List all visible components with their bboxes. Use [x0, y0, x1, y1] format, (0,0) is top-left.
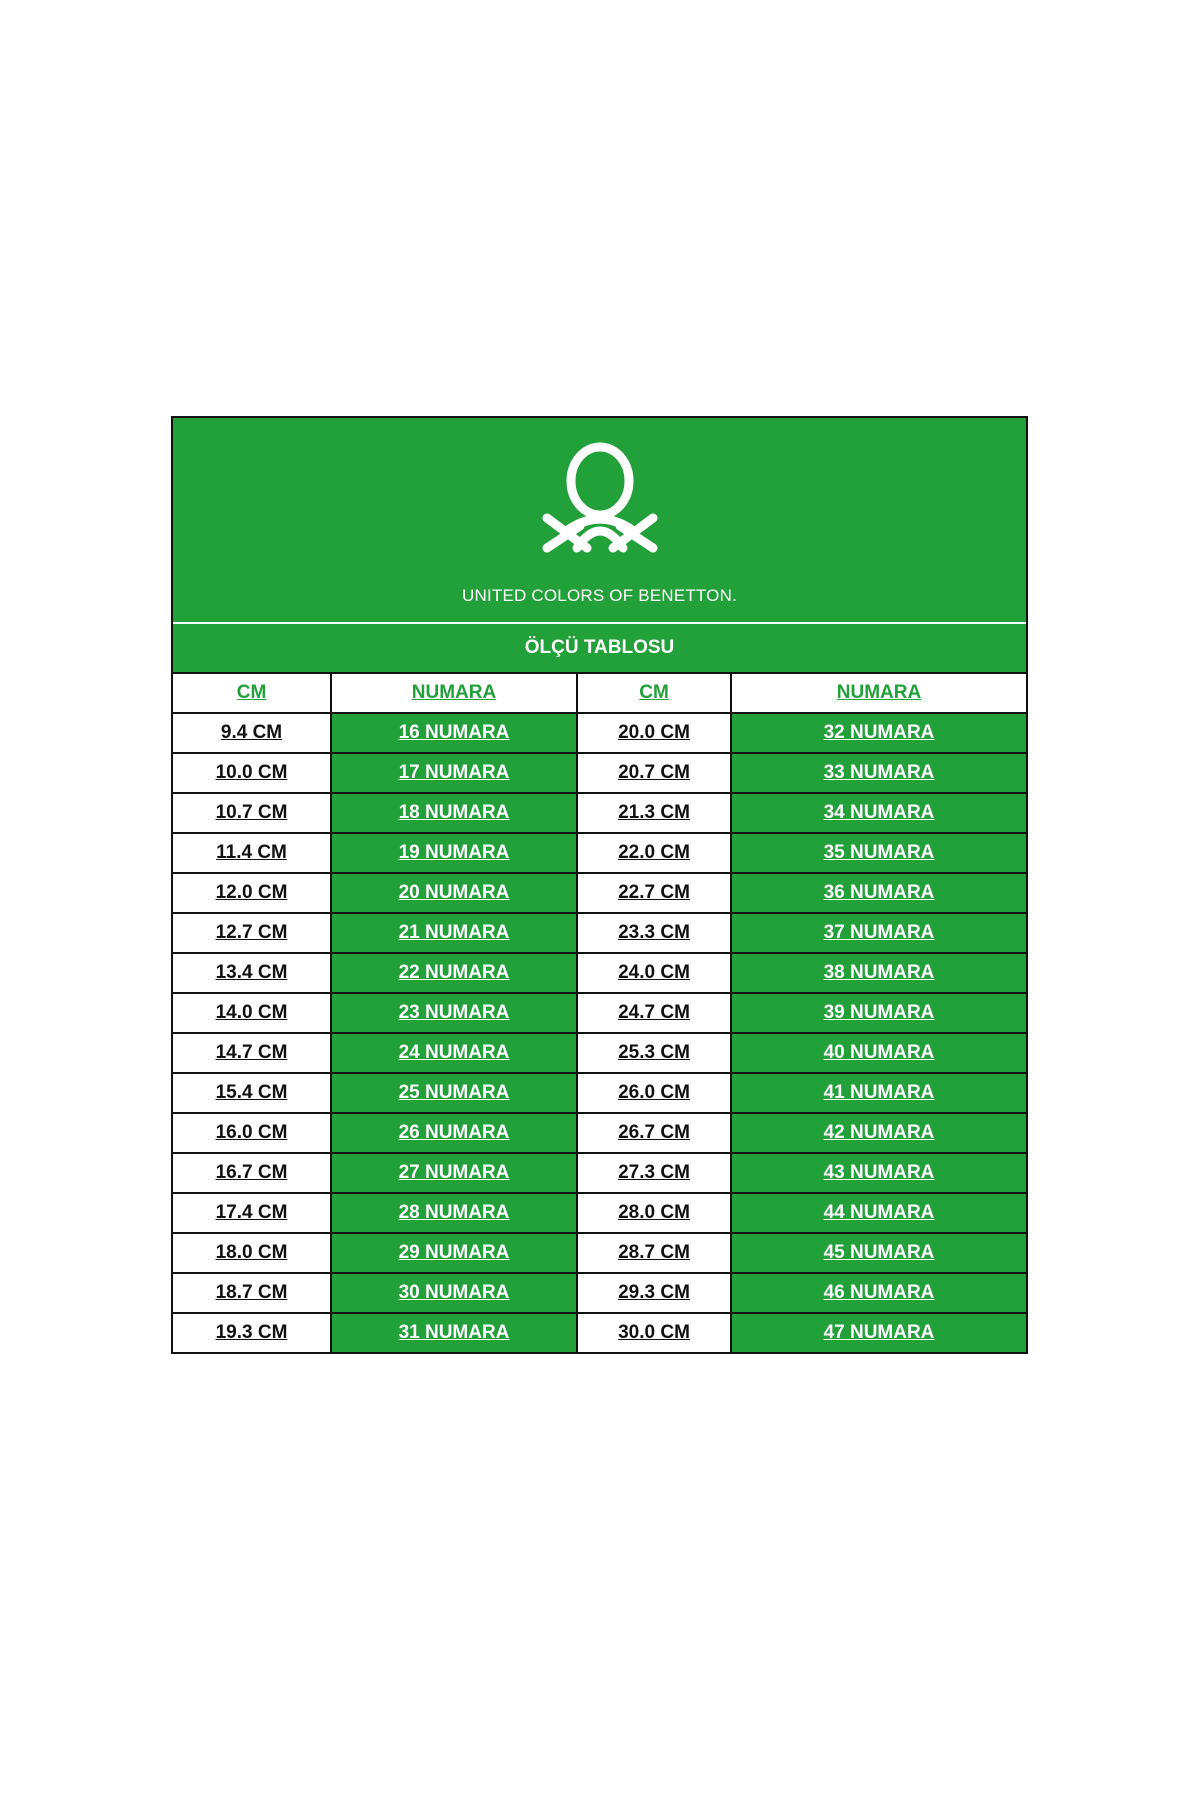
cm-value: 9.4 CM	[173, 713, 331, 753]
size-table	[173, 674, 1026, 1352]
cm-value: 10.0 CM	[173, 753, 331, 793]
table-row	[173, 873, 1026, 913]
table-row	[173, 1113, 1026, 1153]
column-header-cm: CM	[577, 674, 731, 713]
cm-value: 29.3 CM	[577, 1273, 731, 1313]
numara-value: 31 NUMARA	[331, 1313, 577, 1352]
header-row	[173, 674, 1026, 713]
numara-value: 44 NUMARA	[731, 1193, 1026, 1233]
cm-value: 18.0 CM	[173, 1233, 331, 1273]
cm-value: 14.7 CM	[173, 1033, 331, 1073]
table-row	[173, 1273, 1026, 1313]
column-header-numara: NUMARA	[731, 674, 1026, 713]
table-row	[173, 713, 1026, 753]
numara-value: 21 NUMARA	[331, 913, 577, 953]
numara-value: 38 NUMARA	[731, 953, 1026, 993]
cm-value: 11.4 CM	[173, 833, 331, 873]
cm-value: 24.0 CM	[577, 953, 731, 993]
table-row	[173, 913, 1026, 953]
numara-value: 30 NUMARA	[331, 1273, 577, 1313]
numara-value: 28 NUMARA	[331, 1193, 577, 1233]
cm-value: 16.0 CM	[173, 1113, 331, 1153]
cm-value: 28.7 CM	[577, 1233, 731, 1273]
numara-value: 43 NUMARA	[731, 1153, 1026, 1193]
brand-name: UNITED COLORS OF BENETTON.	[461, 586, 738, 605]
cm-value: 28.0 CM	[577, 1193, 731, 1233]
cm-value: 25.3 CM	[577, 1033, 731, 1073]
numara-value: 17 NUMARA	[331, 753, 577, 793]
cm-value: 14.0 CM	[173, 993, 331, 1033]
numara-value: 20 NUMARA	[331, 873, 577, 913]
cm-value: 15.4 CM	[173, 1073, 331, 1113]
numara-value: 19 NUMARA	[331, 833, 577, 873]
table-row	[173, 753, 1026, 793]
numara-value: 46 NUMARA	[731, 1273, 1026, 1313]
numara-value: 34 NUMARA	[731, 793, 1026, 833]
numara-value: 37 NUMARA	[731, 913, 1026, 953]
table-row	[173, 1153, 1026, 1193]
numara-value: 32 NUMARA	[731, 713, 1026, 753]
cm-value: 22.0 CM	[577, 833, 731, 873]
numara-value: 18 NUMARA	[331, 793, 577, 833]
numara-value: 35 NUMARA	[731, 833, 1026, 873]
table-row	[173, 953, 1026, 993]
numara-value: 40 NUMARA	[731, 1033, 1026, 1073]
cm-value: 20.7 CM	[577, 753, 731, 793]
size-rows	[173, 713, 1026, 1352]
table-row	[173, 1193, 1026, 1233]
numara-value: 36 NUMARA	[731, 873, 1026, 913]
cm-value: 17.4 CM	[173, 1193, 331, 1233]
table-row	[173, 1233, 1026, 1273]
numara-value: 39 NUMARA	[731, 993, 1026, 1033]
table-row	[173, 1073, 1026, 1113]
cm-value: 26.0 CM	[577, 1073, 731, 1113]
size-chart	[171, 416, 1028, 1354]
cm-value: 26.7 CM	[577, 1113, 731, 1153]
numara-value: 24 NUMARA	[331, 1033, 577, 1073]
numara-value: 23 NUMARA	[331, 993, 577, 1033]
numara-value: 29 NUMARA	[331, 1233, 577, 1273]
numara-value: 42 NUMARA	[731, 1113, 1026, 1153]
numara-value: 45 NUMARA	[731, 1233, 1026, 1273]
cm-value: 19.3 CM	[173, 1313, 331, 1352]
table-row	[173, 993, 1026, 1033]
cm-value: 12.7 CM	[173, 913, 331, 953]
numara-value: 27 NUMARA	[331, 1153, 577, 1193]
column-header-numara: NUMARA	[331, 674, 577, 713]
numara-value: 41 NUMARA	[731, 1073, 1026, 1113]
column-header-cm: CM	[173, 674, 331, 713]
table-row	[173, 833, 1026, 873]
cm-value: 27.3 CM	[577, 1153, 731, 1193]
brand-header	[173, 418, 1026, 624]
table-row	[173, 1033, 1026, 1073]
table-row	[173, 793, 1026, 833]
table-title: ÖLÇÜ TABLOSU	[173, 624, 1026, 674]
numara-value: 33 NUMARA	[731, 753, 1026, 793]
cm-value: 16.7 CM	[173, 1153, 331, 1193]
cm-value: 22.7 CM	[577, 873, 731, 913]
cm-value: 20.0 CM	[577, 713, 731, 753]
cm-value: 13.4 CM	[173, 953, 331, 993]
cm-value: 24.7 CM	[577, 993, 731, 1033]
numara-value: 26 NUMARA	[331, 1113, 577, 1153]
cm-value: 30.0 CM	[577, 1313, 731, 1352]
table-row	[173, 1313, 1026, 1352]
numara-value: 22 NUMARA	[331, 953, 577, 993]
numara-value: 25 NUMARA	[331, 1073, 577, 1113]
cm-value: 18.7 CM	[173, 1273, 331, 1313]
numara-value: 16 NUMARA	[331, 713, 577, 753]
cm-value: 23.3 CM	[577, 913, 731, 953]
cm-value: 12.0 CM	[173, 873, 331, 913]
numara-value: 47 NUMARA	[731, 1313, 1026, 1352]
cm-value: 21.3 CM	[577, 793, 731, 833]
benetton-knot-logo-icon	[535, 436, 665, 566]
cm-value: 10.7 CM	[173, 793, 331, 833]
